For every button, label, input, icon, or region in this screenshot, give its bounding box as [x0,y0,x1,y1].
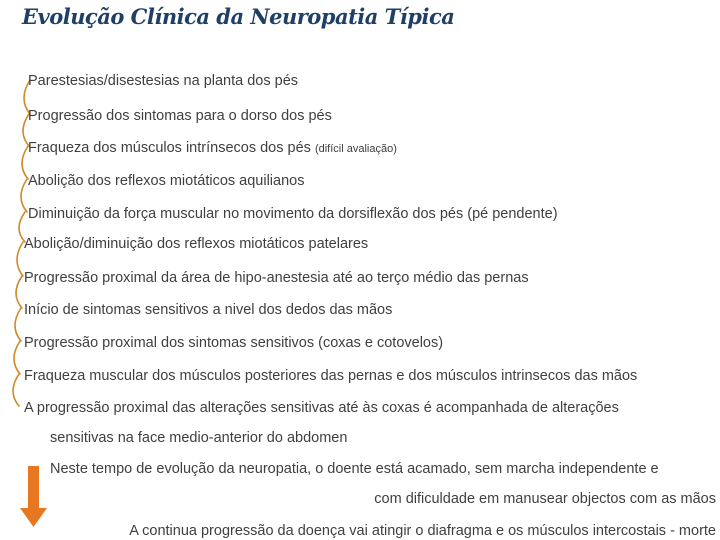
bracket-connector [21,179,27,212]
stage-text-line-1: Neste tempo de evolução da neuropatia, o doente está acamado, sem marcha independente e [50,461,659,477]
list-item: Início de sintomas sensitivos a nivel dos dedos das mãos [24,302,393,318]
list-item: Progressão proximal da área de hipo-anestesia até ao terço médio das pernas [24,270,529,286]
page-title: Evolução Clínica da Neuropatia Típica [22,4,455,29]
final-stage-text: A continua progressão da doença vai atingir o diafragma e os músculos intercostais - morte [129,523,716,539]
list-item: Fraqueza muscular dos músculos posteriores das pernas e dos músculos intrinsecos das mãos [24,368,638,384]
stage-text-line-2: com dificuldade em manusear objectos com as mãos [374,491,716,507]
list-item: Progressão proximal dos sintomas sensitivos (coxas e cotovelos) [24,335,444,351]
bracket-connector [17,242,23,276]
list-item: Abolição/diminuição dos reflexos miotáticos patelares [24,236,369,252]
list-item: Progressão dos sintomas para o dorso dos pés [28,108,332,124]
list-item-note: (difícil avaliação) [314,143,397,155]
bracket-connector [14,341,20,374]
list-item: A progressão proximal das alterações sensitivas até às coxas é acompanhada de alterações [24,400,619,416]
list-item-continuation: sensitivas na face medio-anterior do abdomen [50,430,348,446]
bracket-connector [13,374,19,406]
list-item: Abolição dos reflexos miotáticos aquilianos [28,173,305,189]
list-item: Fraqueza dos músculos intrínsecos dos pés (difícil avaliação) [28,140,397,156]
progression-arrow-icon [20,466,47,527]
list-item: Diminuição da força muscular no movimento da dorsiflexão dos pés (pé pendente) [28,206,558,222]
list-item: Parestesias/disestesias na planta dos pés [28,73,299,89]
bracket-connector [16,276,22,308]
bracket-connector [15,308,21,341]
